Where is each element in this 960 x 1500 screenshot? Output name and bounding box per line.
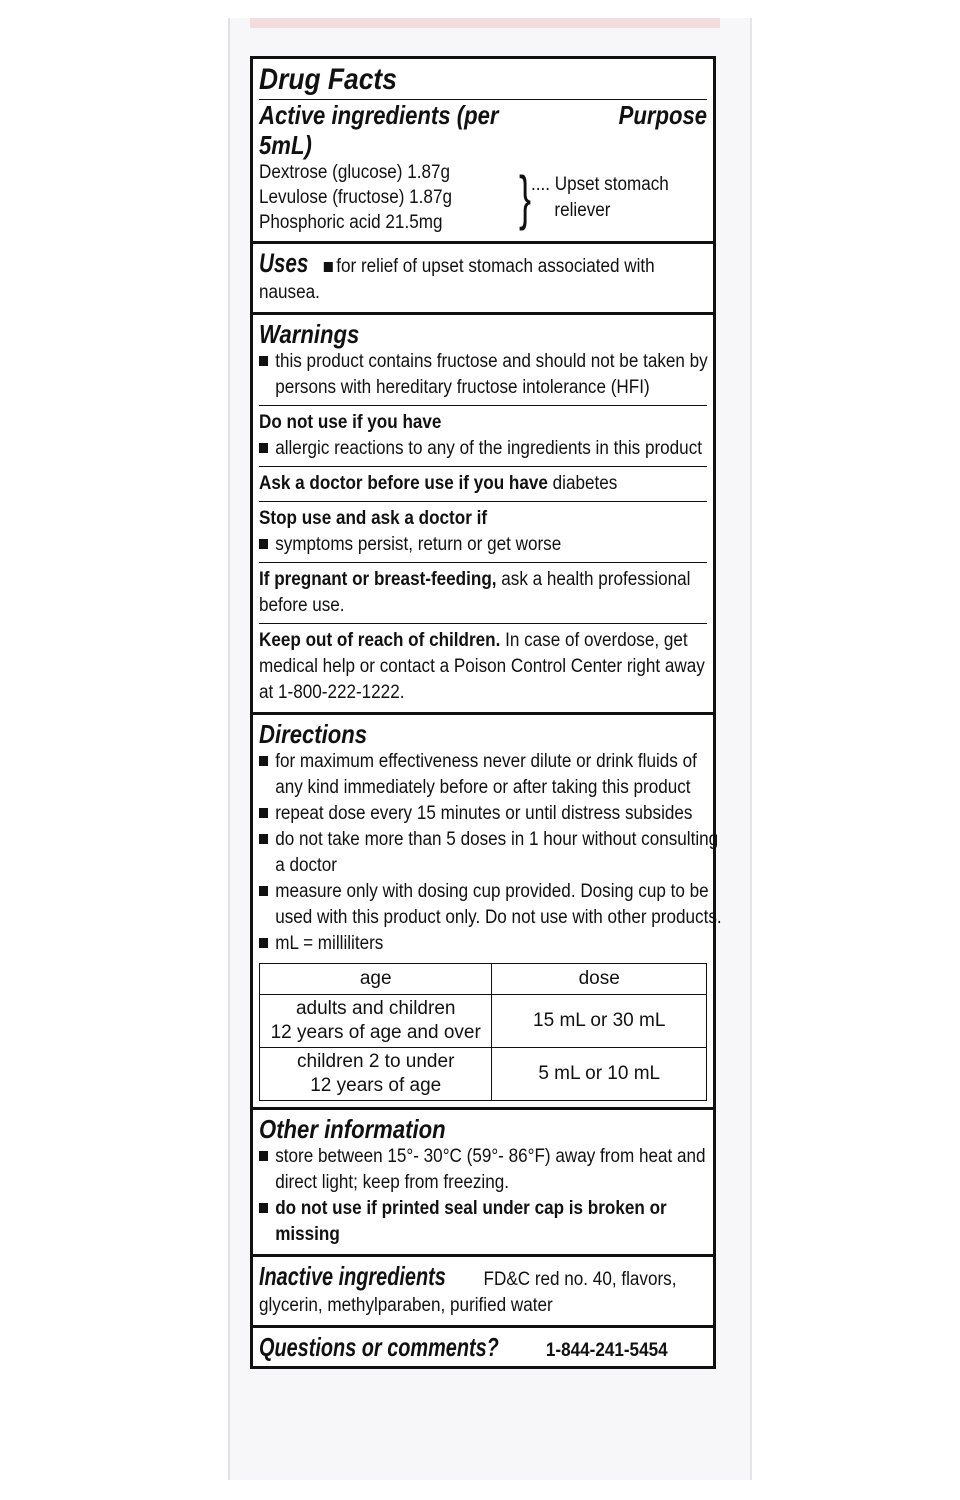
- carton-top-edge: [250, 18, 720, 28]
- bullet-icon: [259, 756, 268, 766]
- ask-doctor-text: diabetes: [547, 473, 618, 494]
- direction-item-4: measure only with dosing cup provided. Dosing cup to be used with this product only. Do not use with other products.: [259, 879, 723, 931]
- stop-use-item: symptoms persist, return or get worse: [259, 532, 723, 558]
- questions-heading: Questions or comments?: [259, 1332, 499, 1362]
- stop-use-block: [259, 501, 707, 558]
- active-ingredients-header: [259, 99, 707, 160]
- purpose-heading: Purpose: [618, 100, 707, 130]
- other-info-item-2: do not use if printed seal under cap is broken or missing: [259, 1196, 723, 1248]
- bullet-icon: [324, 262, 333, 272]
- ingredients-block: [259, 160, 707, 235]
- direction-item-3: do not take more than 5 doses in 1 hour without consulting a doctor: [259, 827, 723, 879]
- bullet-icon: [259, 356, 268, 366]
- inactive-ingredients-heading: Inactive ingredients: [259, 1261, 446, 1291]
- table-cell-age: adults and children 12 years of age and over: [260, 995, 492, 1048]
- bullet-icon: [259, 834, 268, 844]
- stop-use-heading: Stop use and ask a doctor if: [259, 508, 488, 529]
- uses-heading: Uses: [259, 248, 309, 278]
- other-info-item-1: store between 15°- 30°C (59°- 86°F) away from heat and direct light; keep from freezing.: [259, 1144, 723, 1196]
- ask-doctor-bold: Ask a doctor before use if you have: [259, 473, 548, 494]
- inactive-ingredients-text: FD&C red no. 40, flavors, glycerin, methylparaben, purified water: [259, 1269, 677, 1316]
- ask-doctor-block: [259, 466, 707, 497]
- table-cell-dose: 5 mL or 10 mL: [492, 1048, 707, 1101]
- keep-out-text: In case of overdose, get medical help or contact a Poison Control Center right away at 1-800-222-1222.: [259, 630, 705, 703]
- direction-item-1: for maximum effectiveness never dilute or drink fluids of any kind immediately before or after taking this product: [259, 749, 723, 801]
- questions-section: [253, 1325, 713, 1366]
- brace-glyph: }: [519, 163, 532, 231]
- table-cell-dose: 15 mL or 30 mL: [492, 995, 707, 1048]
- keep-out-bold: Keep out of reach of children.: [259, 630, 501, 651]
- uses-section: [253, 241, 713, 312]
- other-information-section: [253, 1107, 713, 1254]
- table-row: [260, 995, 707, 1048]
- dosage-table: [259, 963, 707, 1101]
- bullet-icon: [259, 938, 268, 948]
- bullet-icon: [259, 886, 268, 896]
- pregnant-bold: If pregnant or breast-feeding,: [259, 569, 497, 590]
- active-ingredients-section: [253, 59, 713, 241]
- purpose-line-1: .... Upset stomach: [531, 173, 669, 195]
- table-header-age: age: [260, 964, 492, 995]
- do-not-use-block: [259, 405, 707, 462]
- table-row: [260, 1048, 707, 1101]
- questions-phone: 1-844-241-5454: [541, 1340, 668, 1361]
- drug-facts-title: Drug Facts: [259, 63, 397, 96]
- pregnant-block: [259, 562, 707, 619]
- active-ingredients-heading: Active ingredients (per 5mL): [259, 100, 499, 160]
- bullet-icon: [259, 1203, 268, 1213]
- ingredient-2: Levulose (fructose) 1.87g: [259, 187, 452, 208]
- drug-facts-panel: [250, 56, 722, 1369]
- do-not-use-item: allergic reactions to any of the ingredients in this product: [259, 436, 723, 462]
- bullet-icon: [259, 539, 268, 549]
- direction-item-5: mL = milliliters: [259, 931, 723, 957]
- warning-item: this product contains fructose and should not be taken by persons with hereditary fructose intolerance (HFI): [259, 349, 723, 401]
- table-cell-age: children 2 to under 12 years of age: [260, 1048, 492, 1101]
- other-information-heading: Other information: [259, 1114, 446, 1144]
- direction-item-2: repeat dose every 15 minutes or until distress subsides: [259, 801, 723, 827]
- ingredient-1: Dextrose (glucose) 1.87g: [259, 162, 451, 183]
- bullet-icon: [259, 808, 268, 818]
- table-header-dose: dose: [492, 964, 707, 995]
- directions-heading: Directions: [259, 719, 368, 749]
- table-header-row: [260, 964, 707, 995]
- purpose-line-2: reliever: [554, 199, 611, 221]
- keep-out-block: [259, 623, 707, 706]
- uses-text: for relief of upset stomach associated with nausea.: [259, 256, 655, 303]
- warnings-section: [253, 312, 713, 712]
- ingredient-3: Phosphoric acid 21.5mg: [259, 212, 443, 233]
- inactive-ingredients-section: [253, 1254, 713, 1325]
- pregnant-text: ask a health professional before use.: [259, 569, 691, 616]
- do-not-use-heading: Do not use if you have: [259, 412, 442, 433]
- bullet-icon: [259, 1151, 268, 1161]
- directions-section: [253, 712, 722, 1107]
- warnings-heading: Warnings: [259, 319, 360, 349]
- bullet-icon: [259, 443, 268, 453]
